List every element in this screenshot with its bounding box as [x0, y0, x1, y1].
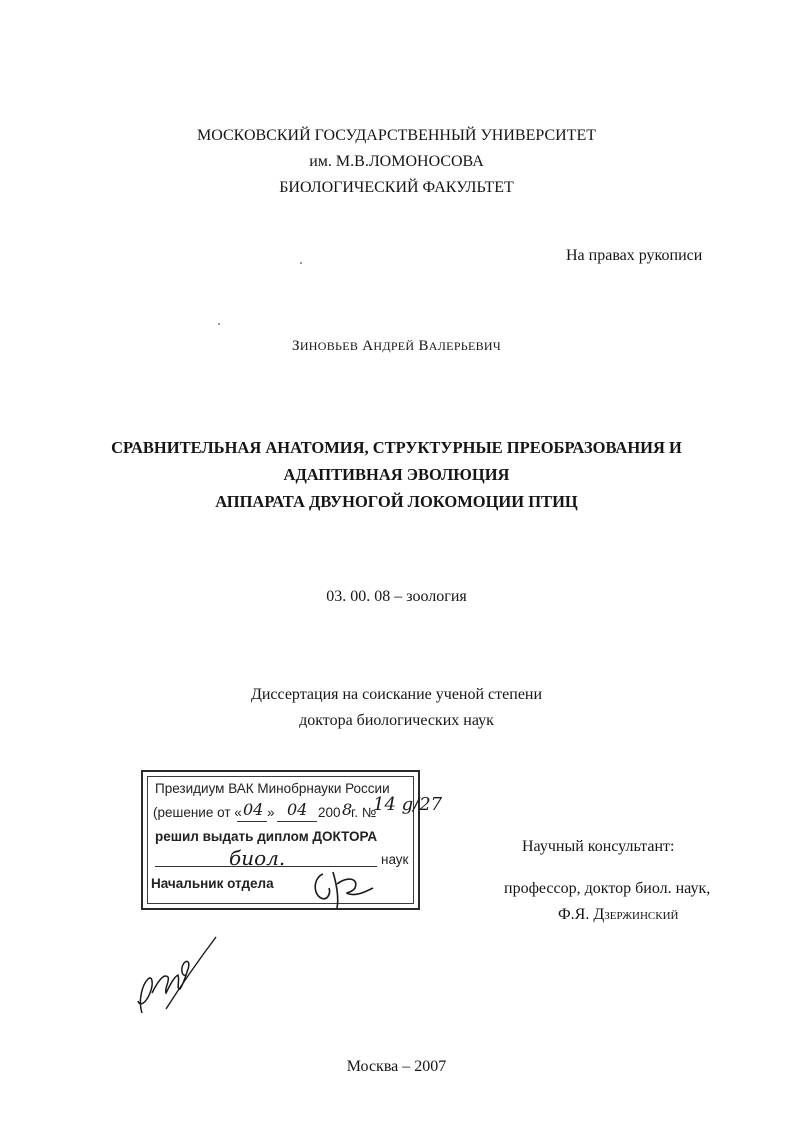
author-name-rest: НДРЕЙ: [373, 339, 415, 353]
scan-speck: [218, 323, 220, 325]
stamp-line-decision: решил выдать диплом ДОКТОРА: [155, 829, 378, 844]
stamp-line-presidium: Президиум ВАК Минобрнауки России: [155, 781, 390, 796]
specialty-code: 03. 00. 08 – зоология: [326, 588, 467, 605]
stamp-handwritten-year-digit: 8: [342, 800, 353, 819]
author-surname-initial: З: [292, 338, 300, 354]
author-patronymic-rest: АЛЕРЬЕВИЧ: [428, 339, 501, 353]
consultant-label: Научный консультант:: [522, 838, 675, 855]
stamp-month-underline: [277, 821, 317, 822]
stamp-handwritten-month: 04: [287, 800, 308, 819]
author-signature-icon: [128, 935, 228, 1025]
stamp-handwritten-science: биол.: [229, 846, 286, 870]
faculty-name: БИОЛОГИЧЕСКИЙ ФАКУЛЬТЕТ: [279, 179, 514, 196]
vak-stamp: [141, 770, 443, 910]
stamp-signature-icon: [309, 864, 377, 910]
university-named-after: им. М.В.ЛОМОНОСОВА: [309, 153, 484, 170]
stamp-year-prefix: 200: [318, 805, 341, 820]
dissertation-degree-line-1: Диссертация на соискание ученой степени: [250, 686, 543, 703]
thesis-title-line-1: СРАВНИТЕЛЬНАЯ АНАТОМИЯ, СТРУКТУРНЫЕ ПРЕОБРАЗОВАНИЯ И: [111, 438, 682, 457]
stamp-year-suffix: г. №: [351, 805, 377, 820]
manuscript-note: На правах рукописи: [566, 247, 703, 264]
author-surname-rest: ИНОВЬЕВ: [299, 339, 359, 353]
stamp-decision-prefix: (решение от «: [153, 805, 242, 820]
author-patronymic-initial: В: [418, 338, 429, 354]
consultant-position: профессор, доктор биол. наук,: [504, 880, 711, 897]
consultant-name: Ф.Я. Дзержинский: [558, 906, 679, 923]
university-name: МОСКОВСКИЙ ГОСУДАРСТВЕННЫЙ УНИВЕРСИТЕТ: [197, 127, 596, 144]
thesis-title-line-2: АДАПТИВНАЯ ЭВОЛЮЦИЯ: [283, 465, 510, 484]
dissertation-degree-line-2: доктора биологических наук: [299, 712, 494, 729]
stamp-science-suffix: наук: [381, 852, 409, 867]
stamp-handwritten-number: 14 g/27: [373, 794, 443, 815]
stamp-head-label: Начальник отдела: [151, 876, 274, 891]
thesis-title-line-3: АППАРАТА ДВУНОГОЙ ЛОКОМОЦИИ ПТИЦ: [215, 492, 578, 511]
author-name: [0, 338, 793, 355]
stamp-day-underline: [237, 821, 267, 822]
scan-speck: [300, 262, 302, 264]
stamp-handwritten-day: 04: [243, 800, 264, 819]
footer-place-year: Москва – 2007: [346, 1058, 447, 1075]
stamp-quote-close: »: [267, 805, 275, 820]
author-name-initial: А: [362, 338, 374, 354]
